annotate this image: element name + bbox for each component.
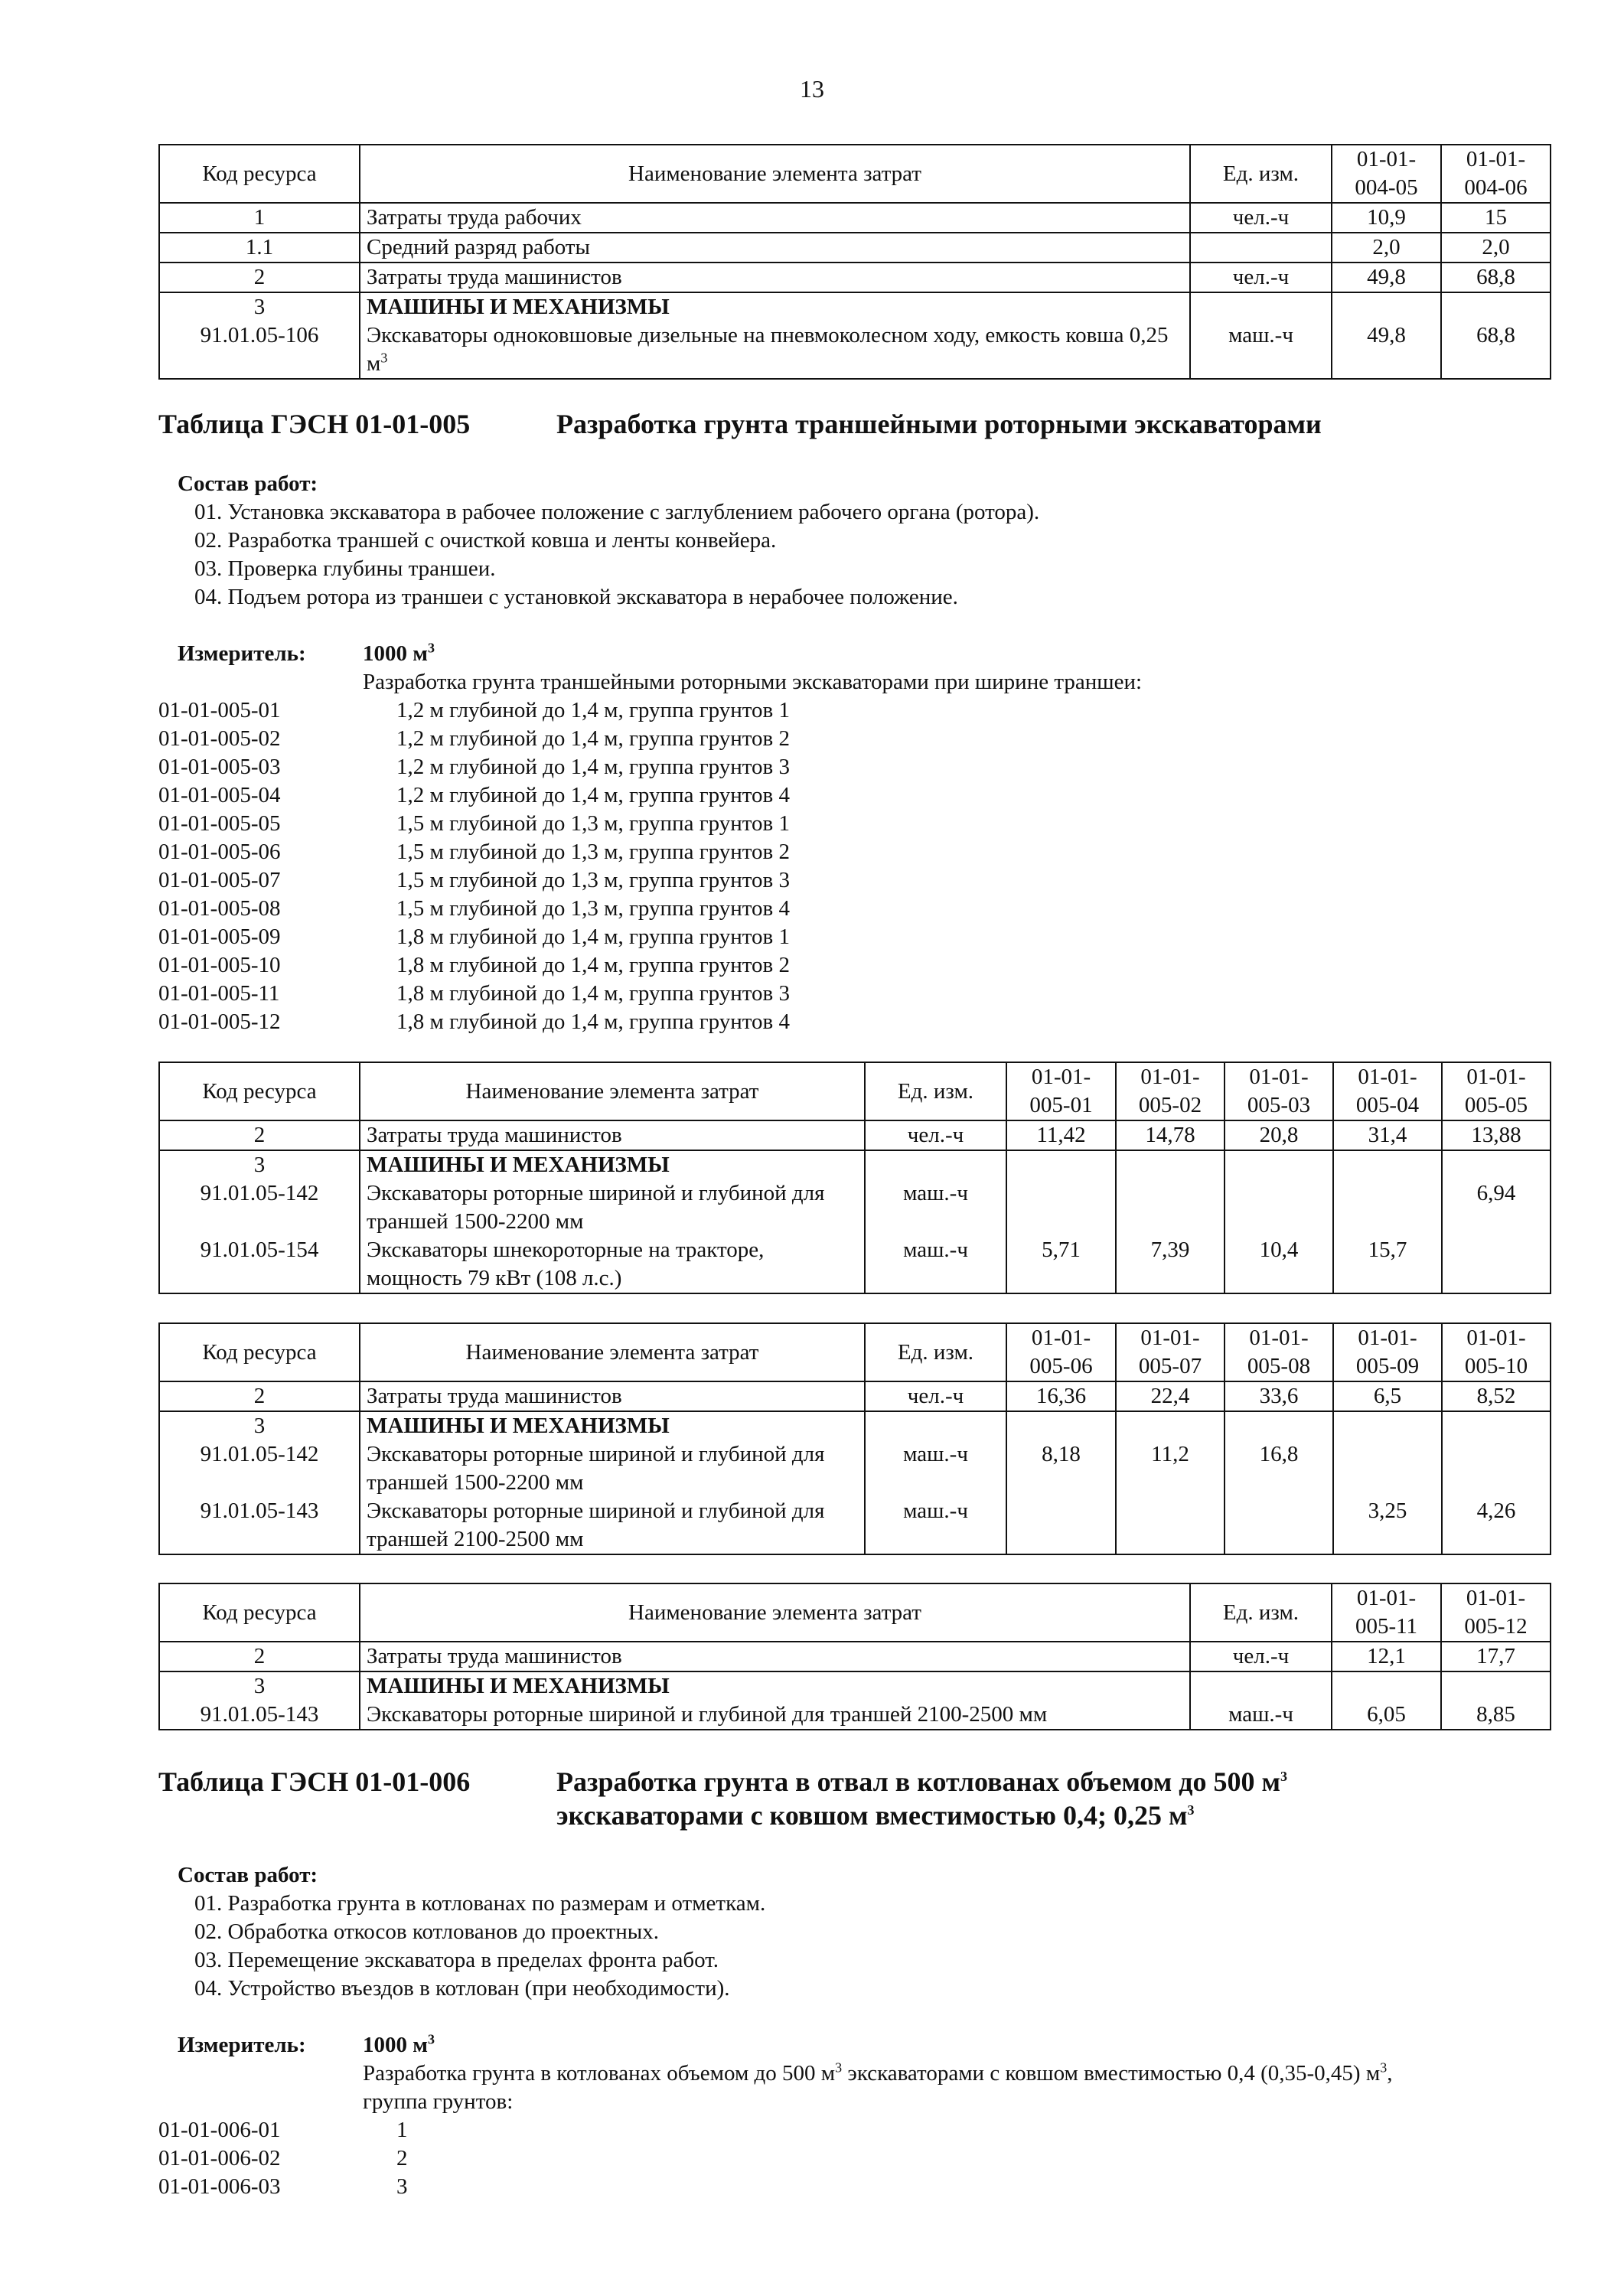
norm-code: 01-01-005-03 [158,755,281,779]
work-item: 01. Установка экскаватора в рабочее положение с заглублением рабочего органа (ротора). [194,500,1040,524]
cell-unit: чел.-ч [1190,1642,1332,1671]
cell-unit [865,1411,1006,1554]
norm-code: 01-01-005-11 [158,981,280,1006]
superscript: 3 [428,640,435,656]
cell-name: Средний разряд работы [360,233,1190,263]
group-code: 3 [253,1674,266,1698]
header-norm: 01-01-005-03 [1225,1062,1333,1120]
description-text: Разработка грунта в котлованах объемом до 500 м [363,2061,836,2086]
norm-code: 01-01-005-07 [158,868,281,892]
group-title: МАШИНЫ И МЕХАНИЗМЫ [367,1414,670,1438]
work-item: 02. Разработка траншей с очисткой ковша и ленты конвейера. [194,528,777,553]
cell-code: 2 [159,1642,360,1671]
table-header-row [159,1323,1551,1381]
description-text: , [1387,2061,1393,2086]
cell-value: 2,0 [1441,233,1551,263]
header-norm: 01-01-005-07 [1116,1323,1225,1381]
table-header-row [159,1583,1551,1642]
cell-unit [1190,233,1332,263]
norm-description [363,2060,1392,2088]
header-norm: 01-01-005-04 [1333,1062,1442,1120]
cell-name [360,1411,865,1554]
table-row [159,233,1551,263]
table-01-01-005-a [158,1062,1551,1294]
norm-text: 1,8 м глубиной до 1,4 м, группа грунтов 2 [396,953,790,977]
header-norm: 01-01-004-06 [1441,145,1551,203]
measure-label: Измеритель: [178,2033,306,2057]
table-row [159,1411,1551,1554]
works-label: Состав работ: [178,1863,318,1887]
cell-value: 12,1 [1332,1642,1441,1671]
norm-text: 1,5 м глубиной до 1,3 м, группа грунтов 1 [396,811,790,836]
norm-text: 2 [396,2146,408,2170]
norm-text: 1,2 м глубиной до 1,4 м, группа грунтов 1 [396,698,790,722]
cell-value: 2,0 [1332,233,1441,263]
work-item: 04. Подъем ротора из траншеи с установкой экскаватора в нерабочее положение. [194,585,958,609]
cell-unit: чел.-ч [1190,263,1332,292]
unit-value: маш.-ч [903,1181,968,1205]
measure-value [363,640,435,668]
table-row [159,1150,1551,1293]
unit-value: маш.-ч [903,1442,968,1466]
cell-value: 11,42 [1006,1120,1116,1150]
group-title: МАШИНЫ И МЕХАНИЗМЫ [367,295,670,319]
superscript: 3 [1280,1769,1287,1784]
norm-text: 1,5 м глубиной до 1,3 м, группа грунтов 3 [396,868,790,892]
value: 11,2 [1151,1442,1189,1466]
value: 15,7 [1368,1238,1407,1262]
measure-text: 1000 м [363,641,429,666]
header-norm: 01-01-005-10 [1442,1323,1551,1381]
cell-code [159,1150,360,1293]
table-row [159,1671,1551,1730]
value: 4,26 [1476,1499,1516,1523]
cell-unit: чел.-ч [1190,203,1332,233]
cell-unit [1190,1671,1332,1730]
cell-value: 10,9 [1332,203,1441,233]
cell-name [360,1150,865,1293]
norm-code: 01-01-005-05 [158,811,281,836]
group-title: МАШИНЫ И МЕХАНИЗМЫ [367,1153,670,1177]
cell-code [159,1411,360,1554]
norm-text: 3 [396,2174,408,2199]
cell-value: 6,5 [1333,1381,1442,1411]
group-code: 3 [253,1414,266,1438]
norm-text: 1,8 м глубиной до 1,4 м, группа грунтов 1 [396,925,790,949]
cell-value: 22,4 [1116,1381,1225,1411]
norm-text: 1,2 м глубиной до 1,4 м, группа грунтов 2 [396,726,790,751]
norm-text: 1,5 м глубиной до 1,3 м, группа грунтов 2 [396,840,790,864]
header-name: Наименование элемента затрат [360,145,1190,203]
cell-value [1441,1671,1551,1730]
title-text: экскаваторами с ковшом вместимостью 0,4; 0,25 м [556,1800,1188,1831]
header-name: Наименование элемента затрат [360,1323,865,1381]
header-name: Наименование элемента затрат [360,1583,1190,1642]
norm-code: 01-01-006-02 [158,2146,281,2170]
superscript: 3 [835,2060,843,2076]
norm-code: 01-01-005-04 [158,783,281,807]
work-item: 03. Проверка глубины траншеи. [194,556,496,581]
resource-name: Экскаваторы шнекороторные на тракторе, мощность 79 кВт (108 л.с.) [367,1238,765,1290]
value: 8,18 [1042,1442,1081,1466]
measure-label: Измеритель: [178,641,306,666]
header-unit: Ед. изм. [1190,145,1332,203]
header-name: Наименование элемента затрат [360,1062,865,1120]
cell-value [1225,1150,1333,1293]
table-row [159,263,1551,292]
value: 6,94 [1476,1181,1516,1205]
norm-text: 1,2 м глубиной до 1,4 м, группа грунтов 3 [396,755,790,779]
table-row [159,203,1551,233]
cell-name: Затраты труда машинистов [360,1642,1190,1671]
norm-code: 01-01-005-12 [158,1009,281,1034]
unit-value: маш.-ч [1228,1702,1293,1727]
cell-value: 49,8 [1332,292,1441,379]
value: 8,85 [1476,1702,1515,1727]
value: 6,05 [1367,1702,1406,1727]
title-text: Разработка грунта в отвал в котлованах объемом до 500 м [556,1766,1280,1797]
norm-code: 01-01-005-06 [158,840,281,864]
cell-value [1225,1411,1333,1554]
norm-text: 1 [396,2118,408,2142]
work-item: 03. Перемещение экскаватора в пределах фронта работ. [194,1948,719,1972]
unit-value: маш.-ч [903,1499,968,1523]
cell-value: 13,88 [1442,1120,1551,1150]
cell-unit [865,1150,1006,1293]
description-text: экскаваторами с ковшом вместимостью 0,4 (0,35-0,45) м [842,2061,1381,2086]
cell-value [1442,1150,1551,1293]
header-norm: 01-01-005-05 [1442,1062,1551,1120]
norm-description: Разработка грунта траншейными роторными экскаваторами при ширине траншеи: [363,670,1143,694]
header-norm: 01-01-005-09 [1333,1323,1442,1381]
cell-value [1006,1150,1116,1293]
cell-code: 1 [159,203,360,233]
cell-value: 8,52 [1442,1381,1551,1411]
header-norm: 01-01-005-02 [1116,1062,1225,1120]
cell-code: 1.1 [159,233,360,263]
works-label: Состав работ: [178,471,318,496]
table-row [159,292,1551,379]
norm-text: 1,5 м глубиной до 1,3 м, группа грунтов 4 [396,896,790,921]
cell-value: 15 [1441,203,1551,233]
norm-code: 01-01-005-10 [158,953,281,977]
value: 10,4 [1259,1238,1299,1262]
cell-code: 2 [159,1381,360,1411]
cell-code [159,1671,360,1730]
table-title: Разработка грунта траншейными роторными экскаваторами [556,409,1322,439]
norm-text: 1,8 м глубиной до 1,4 м, группа грунтов 4 [396,1009,790,1034]
cell-unit: чел.-ч [865,1120,1006,1150]
cell-name: Затраты труда рабочих [360,203,1190,233]
cell-value: 33,6 [1225,1381,1333,1411]
cell-value: 68,8 [1441,263,1551,292]
table-row [159,1120,1551,1150]
resource-name: Экскаваторы роторные шириной и глубиной для траншей 2100-2500 мм [367,1499,825,1551]
cell-code [159,292,360,379]
resource-name: Экскаваторы одноковшовые дизельные на пневмоколесном ходу, емкость ковша 0,25 м [367,323,1169,376]
header-norm: 01-01-005-01 [1006,1062,1116,1120]
table-01-01-005-c [158,1583,1551,1730]
value: 3,25 [1368,1499,1407,1523]
cell-value: 14,78 [1116,1120,1225,1150]
section-title-005 [158,407,1550,441]
resource-name: Экскаваторы роторные шириной и глубиной для траншей 2100-2500 мм [367,1702,1048,1727]
cell-name [360,292,1190,379]
cell-value: 20,8 [1225,1120,1333,1150]
cell-name: Затраты труда машинистов [360,1381,865,1411]
table-01-01-005-b [158,1322,1551,1555]
header-norm: 01-01-005-06 [1006,1323,1116,1381]
norm-text: 1,8 м глубиной до 1,4 м, группа грунтов 3 [396,981,790,1006]
header-norm: 01-01-005-08 [1225,1323,1333,1381]
table-header-row [159,1062,1551,1120]
table-header-row [159,145,1551,203]
norm-code: 01-01-005-01 [158,698,281,722]
measure-text: 1000 м [363,2033,429,2057]
header-code: Код ресурса [159,1062,360,1120]
superscript: 3 [428,2031,435,2047]
unit-value: маш.-ч [903,1238,968,1262]
cell-code: 2 [159,263,360,292]
superscript: 3 [1380,2060,1388,2076]
resource-code: 91.01.05-142 [200,1442,319,1466]
cell-value [1333,1411,1442,1554]
cell-value [1332,1671,1441,1730]
work-item: 02. Обработка откосов котлованов до проектных. [194,1919,660,1944]
header-unit: Ед. изм. [1190,1583,1332,1642]
work-item: 04. Устройство въездов в котлован (при необходимости). [194,1976,730,2001]
norm-code: 01-01-005-09 [158,925,281,949]
header-code: Код ресурса [159,1583,360,1642]
cell-value: 49,8 [1332,263,1441,292]
table-title-line [556,1765,1287,1799]
cell-value [1333,1150,1442,1293]
table-01-01-004 [158,144,1551,380]
resource-name: Экскаваторы роторные шириной и глубиной для траншей 1500-2200 мм [367,1442,825,1495]
norm-code: 01-01-005-02 [158,726,281,751]
header-unit: Ед. изм. [865,1062,1006,1120]
header-code: Код ресурса [159,1323,360,1381]
cell-unit: чел.-ч [865,1381,1006,1411]
resource-code: 91.01.05-106 [200,323,319,347]
cell-name: Затраты труда машинистов [360,263,1190,292]
cell-value: 16,36 [1006,1381,1116,1411]
superscript: 3 [380,350,388,366]
resource-code: 91.01.05-142 [200,1181,319,1205]
measure-value [363,2031,435,2060]
works-block-005 [178,470,318,498]
table-number: Таблица ГЭСН 01-01-005 [158,409,471,439]
resource-code: 91.01.05-154 [200,1238,319,1262]
cell-name: Затраты труда машинистов [360,1120,865,1150]
cell-value: 31,4 [1333,1120,1442,1150]
group-title: МАШИНЫ И МЕХАНИЗМЫ [367,1674,670,1698]
cell-value: 68,8 [1441,292,1551,379]
resource-code: 91.01.05-143 [200,1702,319,1727]
table-number: Таблица ГЭСН 01-01-006 [158,1766,471,1797]
norm-code: 01-01-006-03 [158,2174,281,2199]
cell-name [360,1671,1190,1730]
group-code: 3 [253,1153,266,1177]
cell-code: 2 [159,1120,360,1150]
cell-value [1116,1411,1225,1554]
table-row [159,1642,1551,1671]
group-code: 3 [253,295,266,319]
cell-value [1116,1150,1225,1293]
value: 5,71 [1042,1238,1081,1262]
header-norm: 01-01-005-11 [1332,1583,1441,1642]
work-item: 01. Разработка грунта в котлованах по размерам и отметкам. [194,1891,766,1916]
norm-description: группа грунтов: [363,2089,514,2114]
cell-value: 17,7 [1441,1642,1551,1671]
table-row [159,1381,1551,1411]
norm-code: 01-01-006-01 [158,2118,281,2142]
cell-value [1442,1411,1551,1554]
section-title-006 [158,1765,1550,1832]
norm-code: 01-01-005-08 [158,896,281,921]
superscript: 3 [1187,1802,1195,1818]
resource-name: Экскаваторы роторные шириной и глубиной для траншей 1500-2200 мм [367,1181,825,1234]
header-unit: Ед. изм. [865,1323,1006,1381]
cell-unit: маш.-ч [1190,292,1332,379]
resource-code: 91.01.05-143 [200,1499,319,1523]
page-number: 13 [800,75,824,103]
header-norm: 01-01-005-12 [1441,1583,1551,1642]
header-code: Код ресурса [159,145,360,203]
norm-text: 1,2 м глубиной до 1,4 м, группа грунтов 4 [396,783,790,807]
header-norm: 01-01-004-05 [1332,145,1441,203]
value: 16,8 [1259,1442,1299,1466]
cell-value [1006,1411,1116,1554]
table-title-line [556,1799,1195,1832]
value: 7,39 [1150,1238,1190,1262]
